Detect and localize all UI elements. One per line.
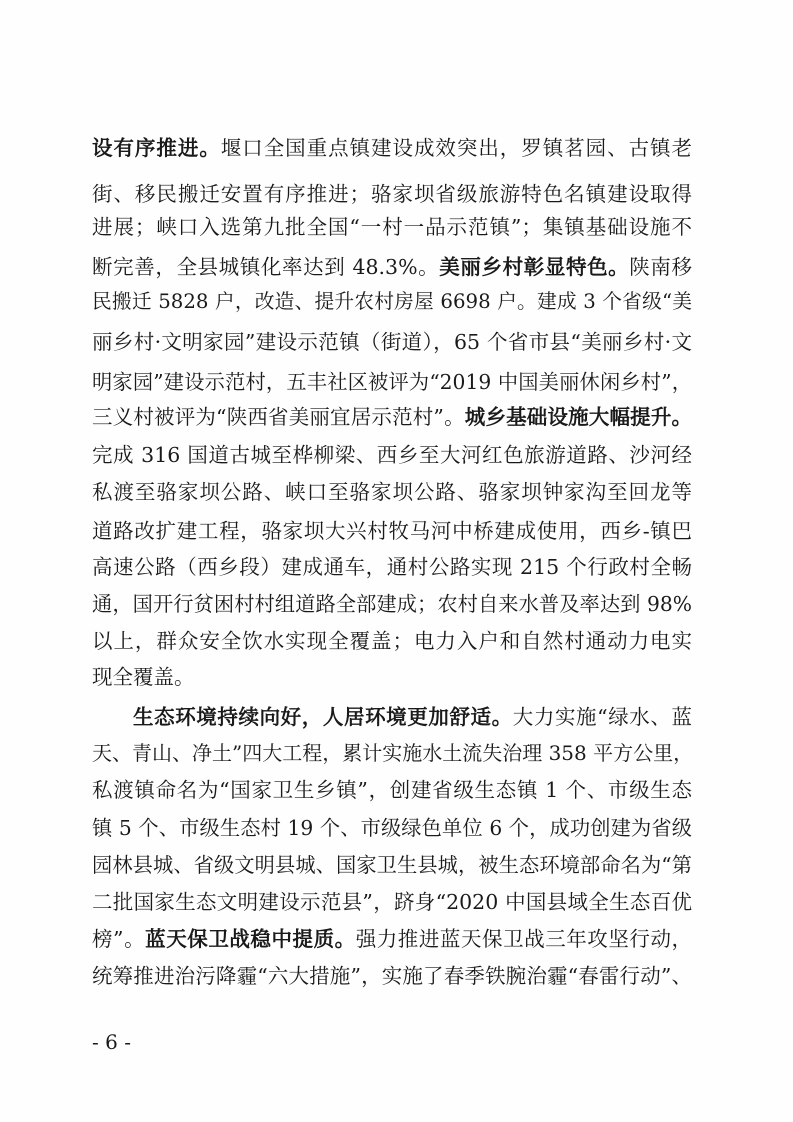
text-line [92,365,692,399]
page-number: - 6 - [92,1030,131,1054]
body-text: 丽乡村·文明家园”建设示范镇（街道），65 个省市县“美丽乡村·文 [92,330,692,354]
text-line [92,848,692,882]
text-line [92,475,692,509]
text-line [92,811,692,845]
text-line [92,177,692,211]
text-line [92,325,692,359]
text-line [92,285,692,319]
bold-heading-text: 美丽乡村彰显特色。 [439,255,630,279]
body-text: 通，国开行贫困村村组道路全部建成；农村自来水普及率达到 98% [92,592,692,616]
body-text: 进展；峡口入选第九批全国“一村一品示范镇”；集镇基础设施不 [92,215,692,239]
text-line [92,587,692,621]
text-line [92,514,692,548]
body-text: 大力实施“绿水、蓝 [512,705,693,729]
body-text: 强力推进蓝天保卫战三年攻坚行动， [355,927,693,951]
body-text: 高速公路（西乡段）建成通车，通村公路实现 215 个行政村全畅 [92,555,692,579]
text-line [92,922,692,956]
text-line [92,885,692,919]
bold-heading-text: 生态环境持续向好，人居环境更加舒适。 [133,705,513,729]
text-line [92,660,692,694]
body-text: 三义村被评为“陕西省美丽宜居示范村”。 [92,405,465,429]
text-line [92,210,692,244]
body-text: 陕南移 [629,255,693,279]
body-text: 以上，群众安全饮水实现全覆盖；电力入户和自然村通动力电实 [92,629,692,653]
body-text: 私渡镇命名为“国家卫生乡镇”，创建省级生态镇 1 个、市级生态 [92,778,692,802]
body-text: 民搬迁 5828 户，改造、提升农村房屋 6698 户。建成 3 个省级“美 [92,290,692,313]
bold-heading-text: 城乡基础设施大幅提升。 [464,405,693,429]
body-text: 二批国家生态文明建设示范县”，跻身“2020 中国县域全生态百优 [92,890,692,914]
text-line [92,624,692,658]
text-line [92,400,692,434]
body-text: 断完善，全县城镇化率达到 48.3%。 [92,255,440,279]
body-text: 现全覆盖。 [92,665,195,689]
text-line [92,550,692,584]
text-line [92,438,692,472]
text-line [133,700,692,734]
body-text: 私渡至骆家坝公路、峡口至骆家坝公路、骆家坝钟家沟至回龙等 [92,480,692,504]
body-text: 道路改扩建工程，骆家坝大兴村牧马河中桥建成使用，西乡-镇巴 [92,519,692,543]
body-text: 天、青山、净土”四大工程，累计实施水土流失治理 358 平方公里， [92,741,694,765]
body-text: 明家园”建设示范村，五丰社区被评为“2019 中国美丽休闲乡村”， [92,370,692,394]
body-text: 统筹推进治污降霾“六大措施”，实施了春季铁腕治霾“春雷行动”、 [92,964,692,988]
body-text: 园林县城、省级文明县城、国家卫生县城，被生态环境部命名为“第 [92,853,692,877]
bold-heading-text: 设有序推进。 [92,136,221,160]
body-text: 街、移民搬迁安置有序推进；骆家坝省级旅游特色名镇建设取得 [92,182,692,206]
text-line [92,131,692,165]
text-line [92,250,692,284]
text-line [92,736,692,770]
body-text: 镇 5 个、市级生态村 19 个、市级绿色单位 6 个，成功创建为省级 [92,816,692,840]
body-text: 完成 316 国道古城至桦柳梁、西乡至大河红色旅游道路、沙河经 [92,443,692,467]
text-line [92,959,692,993]
bold-heading-text: 蓝天保卫战稳中提质。 [145,927,356,951]
body-text: 堰口全国重点镇建设成效突出，罗镇茗园、古镇老 [220,136,693,160]
body-text: 榜”。 [92,927,146,951]
text-line [92,773,692,807]
